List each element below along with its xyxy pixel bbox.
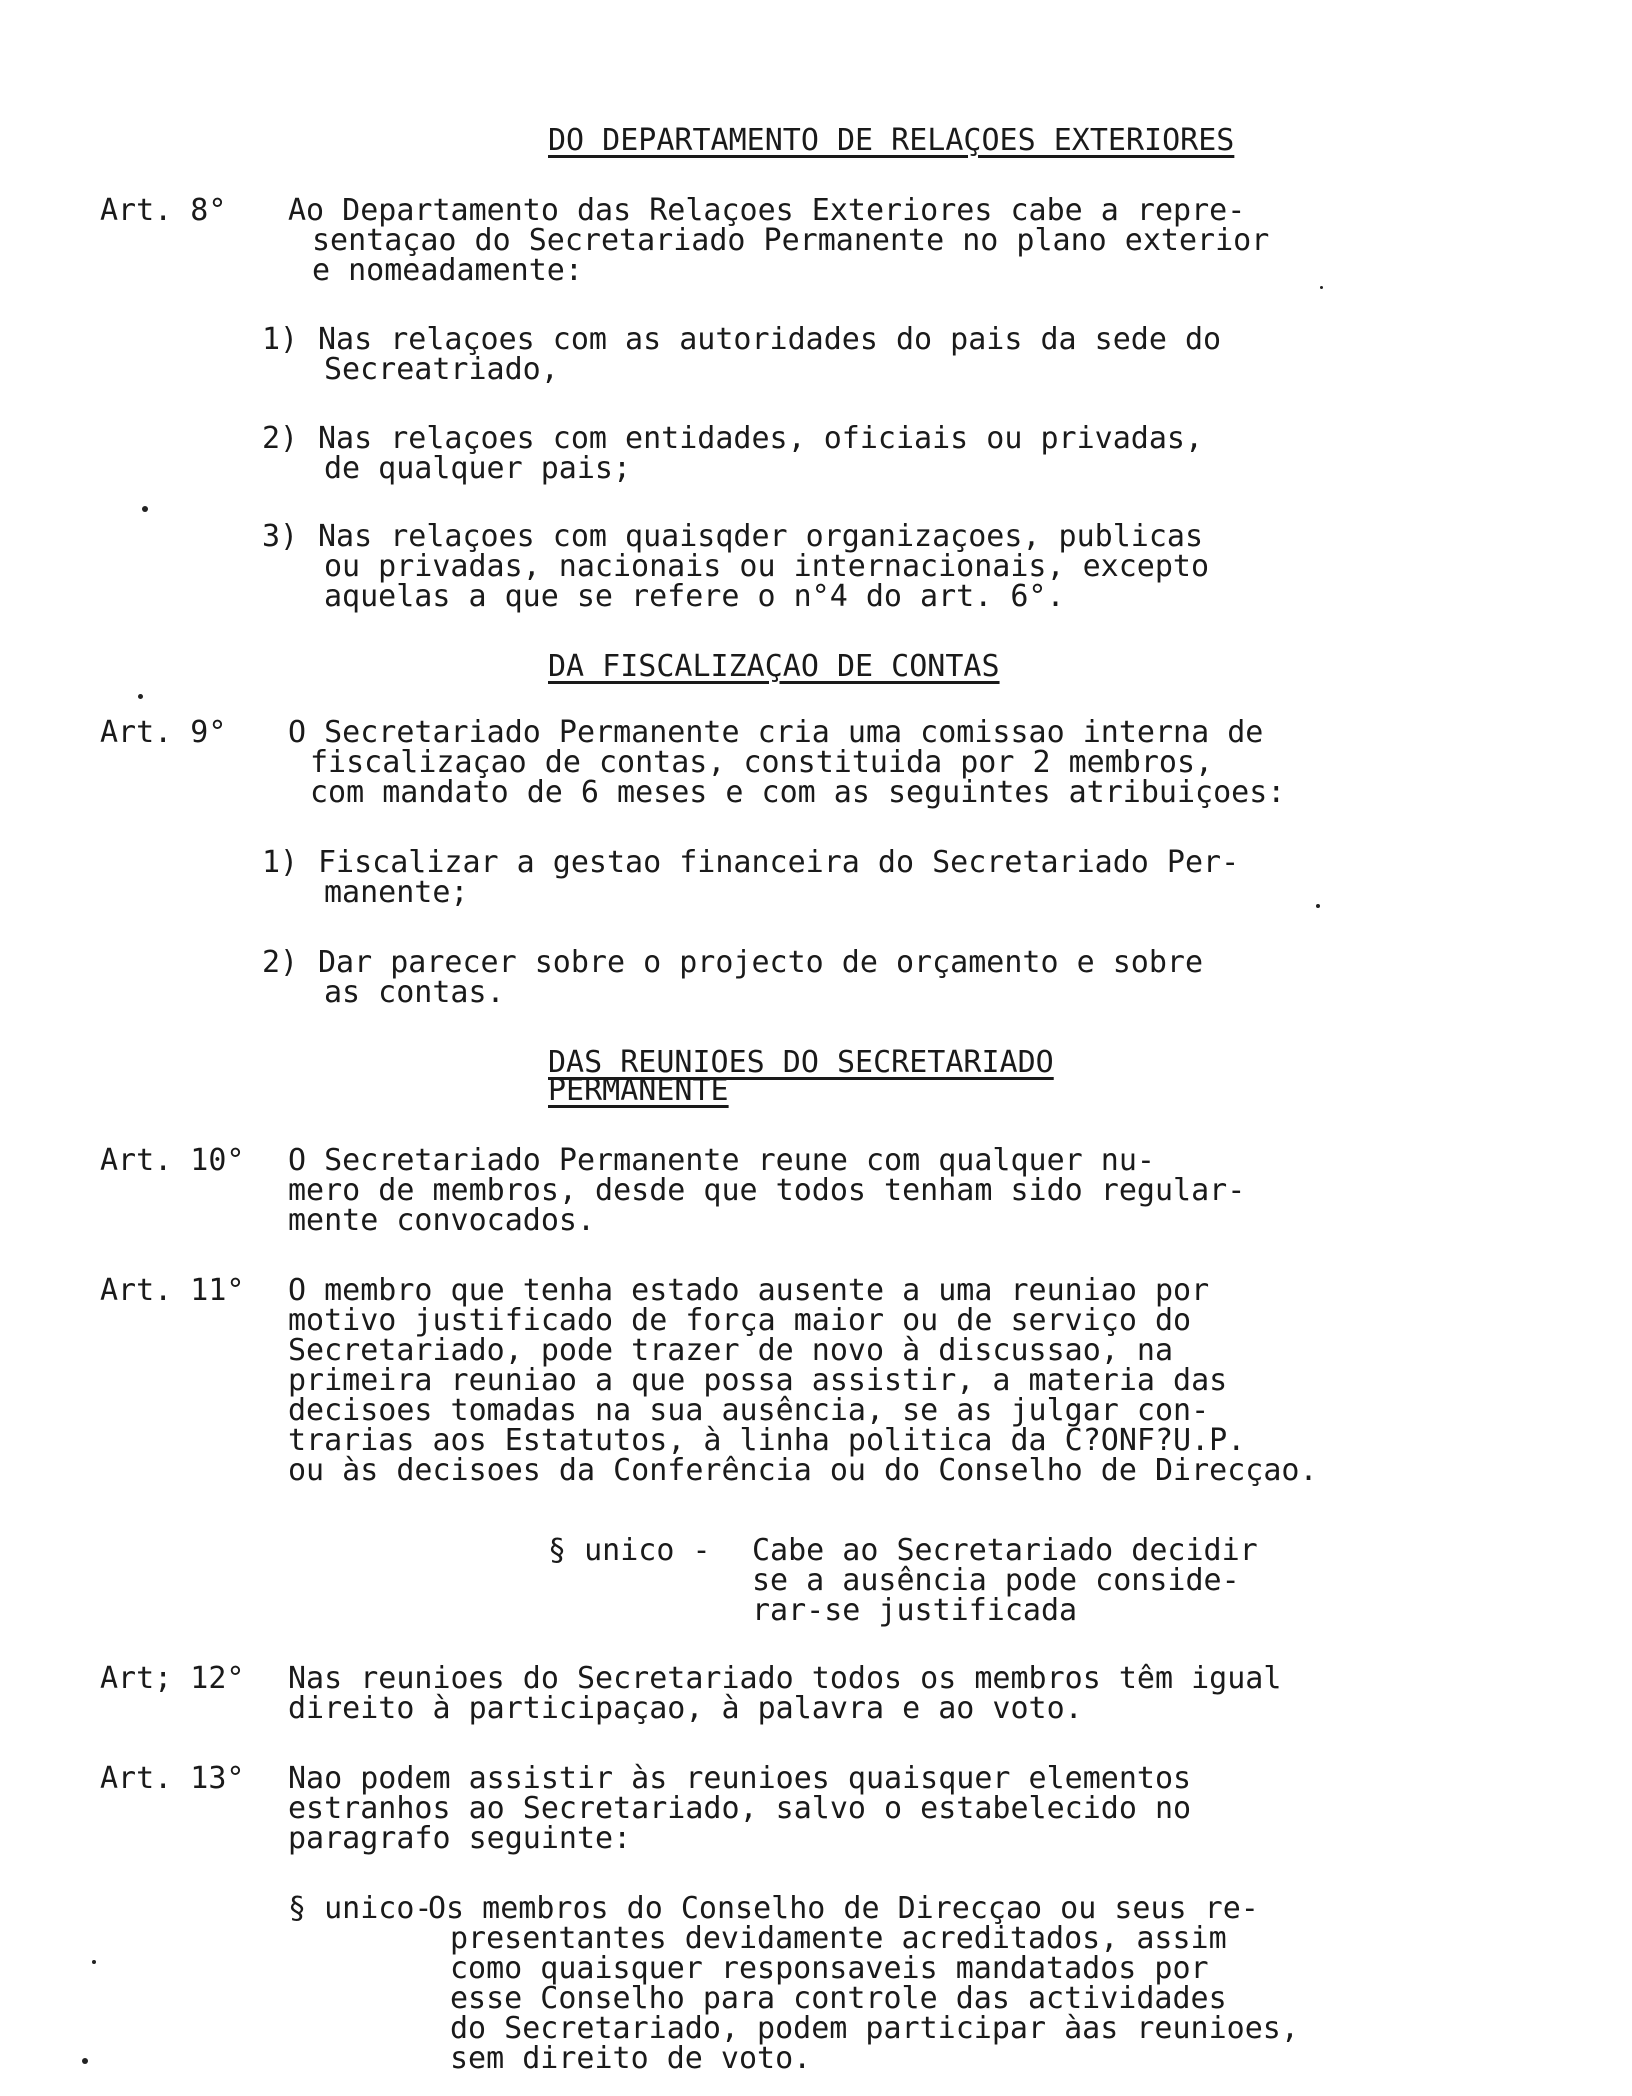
text-line: motivo justificado de força maior ou de serviço do — [288, 1303, 1192, 1338]
scan-speck — [92, 1960, 96, 1964]
text-line: mero de membros, desde que todos tenham sido regular- — [288, 1173, 1246, 1208]
article-8-text — [288, 193, 1518, 288]
article-8-label: Art. 8° — [100, 193, 227, 228]
text-line: de qualquer pais; — [324, 451, 632, 486]
text-line: do Secretariado, podem participar àas reunioes, — [450, 2011, 1299, 2046]
text-line: ou às decisoes da Conferência ou do Conselho de Direcçao. — [288, 1453, 1318, 1488]
text-line: trarias aos Estatutos, à linha politica da C?ONF?U.P. — [288, 1423, 1246, 1458]
text-line: manente; — [324, 875, 469, 910]
text-line: as contas. — [324, 975, 505, 1010]
item-number: 3) — [262, 519, 299, 554]
paragraph-label: § unico - — [548, 1533, 711, 1568]
text-line: Secretariado, pode trazer de novo à discussao, na — [288, 1333, 1174, 1368]
text-line: Nas relaçoes com quaisqder organizaçoes, publicas — [318, 519, 1204, 554]
text-line: O Secretariado Permanente reune com qualquer nu- — [288, 1143, 1155, 1178]
paragraph-text — [752, 1533, 1452, 1628]
section-heading-reunioes: DAS REUNIOES DO SECRETARIADO — [548, 1045, 1054, 1080]
text-line: rar-se justificada — [752, 1593, 1078, 1628]
text-line: como quaisquer responsaveis mandatados por — [450, 1951, 1209, 1986]
section-heading-relacoes: DO DEPARTAMENTO DE RELAÇOES EXTERIORES — [548, 123, 1235, 158]
text-line: esse Conselho para controle das actividades — [450, 1981, 1227, 2016]
text-line: Os membros do Conselho de Direcçao ou seus re- — [428, 1891, 1259, 1926]
text-line: aquelas a que se refere o n°4 do art. 6°. — [324, 579, 1065, 614]
text-line: Fiscalizar a gestao financeira do Secretariado Per- — [318, 845, 1240, 880]
paragraph-label: § unico- — [288, 1891, 433, 1926]
section-heading-fiscalizacao: DA FISCALIZAÇAO DE CONTAS — [548, 649, 1000, 684]
text-line: Nas relaçoes com as autoridades do pais da sede do — [318, 322, 1222, 357]
text-line: O membro que tenha estado ausente a uma reuniao por — [288, 1273, 1210, 1308]
text-line: estranhos ao Secretariado, salvo o estabelecido no — [288, 1791, 1192, 1826]
item-number: 2) — [262, 421, 299, 456]
text-line: Cabe ao Secretariado decidir — [752, 1533, 1258, 1568]
text-line: Secreatriado, — [324, 352, 559, 387]
article-10-label: Art. 10° — [100, 1143, 245, 1178]
article-12-label: Art; 12° — [100, 1661, 245, 1696]
scan-speck — [82, 2058, 88, 2064]
text-line: com mandato de 6 meses e com as seguintes atribuiçoes: — [310, 775, 1286, 810]
scan-speck — [1320, 286, 1323, 289]
text-line: presentantes devidamente acreditados, assim — [450, 1921, 1227, 1956]
text-line: O Secretariado Permanente cria uma comissao interna de — [288, 715, 1264, 750]
text-line: paragrafo seguinte: — [288, 1821, 632, 1856]
item-number: 1) — [262, 845, 299, 880]
text-line: se a ausência pode conside- — [752, 1563, 1240, 1598]
text-line: e nomeadamente: — [312, 253, 583, 288]
article-11-label: Art. 11° — [100, 1273, 245, 1308]
article-13-text — [288, 1761, 1518, 1856]
text-line: mente convocados. — [288, 1203, 596, 1238]
article-10-text — [288, 1143, 1518, 1238]
paragraph-text — [428, 1891, 1450, 2076]
text-line: primeira reuniao a que possa assistir, a materia das — [288, 1363, 1228, 1398]
text-line: sem direito de voto. — [450, 2041, 812, 2076]
text-line: sentaçao do Secretariado Permanente no plano exterior — [312, 223, 1270, 258]
scan-speck — [138, 694, 143, 699]
text-line: fiscalizaçao de contas, constituida por 2 membros, — [310, 745, 1214, 780]
article-13-label: Art. 13° — [100, 1761, 245, 1796]
article-12-text — [288, 1661, 1518, 1726]
text-line: Ao Departamento das Relaçoes Exteriores cabe a repre- — [288, 193, 1246, 228]
text-line: ou privadas, nacionais ou internacionais, excepto — [324, 549, 1210, 584]
text-line: Nas reunioes do Secretariado todos os membros têm igual — [288, 1661, 1282, 1696]
article-9-label: Art. 9° — [100, 715, 227, 750]
article-11-text — [288, 1273, 1518, 1488]
scan-speck — [142, 506, 148, 512]
text-line: Nas relaçoes com entidades, oficiais ou privadas, — [318, 421, 1204, 456]
article-9-text — [288, 715, 1518, 810]
text-line: decisoes tomadas na sua ausência, se as julgar con- — [288, 1393, 1210, 1428]
item-number: 2) — [262, 945, 299, 980]
text-line: Nao podem assistir às reunioes quaisquer elementos — [288, 1761, 1192, 1796]
text-line: direito à participaçao, à palavra e ao voto. — [288, 1691, 1083, 1726]
section-heading-reunioes-continued: PERMANENTE — [548, 1073, 729, 1108]
text-line: Dar parecer sobre o projecto de orçamento e sobre — [318, 945, 1204, 980]
item-number: 1) — [262, 322, 299, 357]
scan-speck — [1316, 904, 1320, 908]
